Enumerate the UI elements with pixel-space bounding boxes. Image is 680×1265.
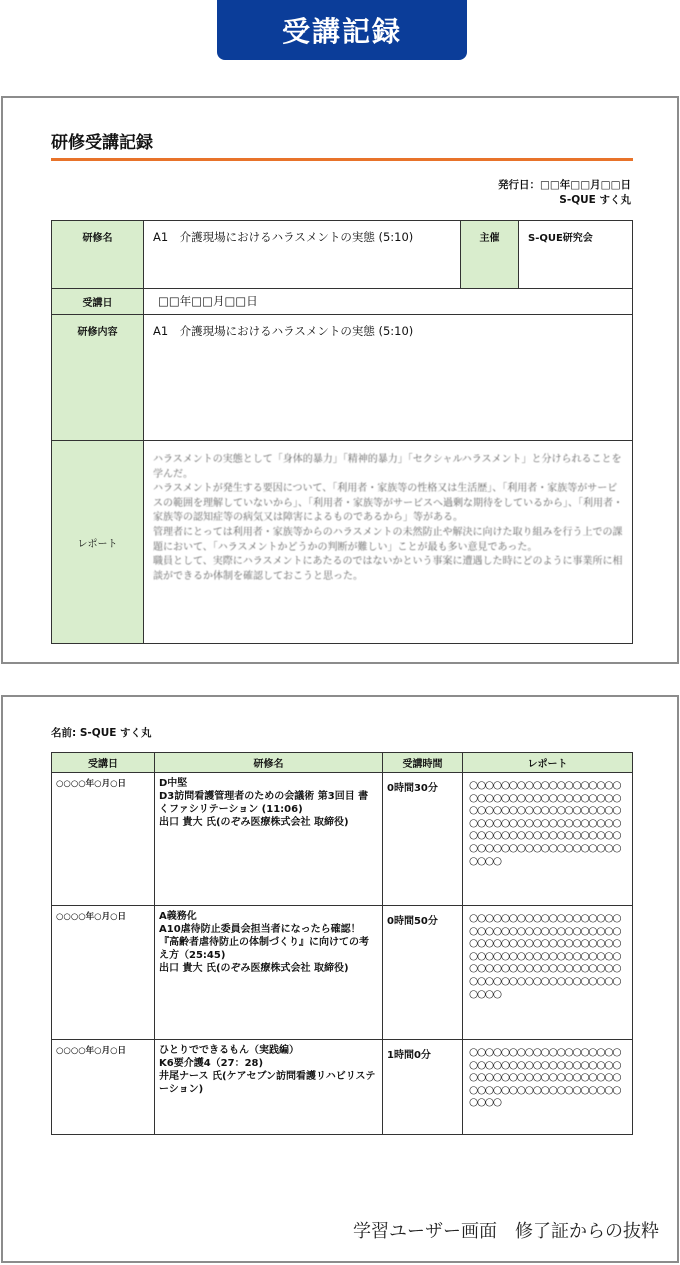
attendance-table — [51, 752, 633, 1135]
header-course: 研修名 — [155, 753, 383, 773]
report-paragraph: 職員として、実際にハラスメントにあたるのではないかという事案に遭遇した時にどのように事業所に相談ができるか体制を確認しておこうと思った。 — [153, 556, 623, 582]
report-paragraph: ハラスメントの実態として「身体的暴力」「精神的暴力」「セクシャルハラスメント」と分けられることを学んだ。 — [153, 454, 622, 480]
certificate-panel — [1, 96, 679, 664]
certificate-heading: 研修受講記録 — [51, 133, 153, 153]
issuer-name: S-QUE すく丸 — [559, 194, 631, 206]
record-table — [51, 220, 633, 644]
value-attendance-date: □□年□□月□□日 — [144, 289, 633, 315]
row-course — [155, 773, 383, 906]
value-content: A1 介護現場におけるハラスメントの実態 (5:10) — [144, 315, 633, 441]
issue-date: 発行日：□□年□□月□□日 — [497, 179, 631, 191]
attendance-list-panel — [1, 695, 679, 1263]
header-time: 受講時間 — [383, 753, 463, 773]
course-category: A義務化 — [159, 911, 197, 922]
course-title: A10虐待防止委員会担当者になったら確認！『高齢者虐待防止の体制づくり』に向けての考え方（25:45) — [159, 924, 369, 961]
row-course — [155, 906, 383, 1040]
table-row — [52, 1040, 633, 1135]
heading-divider — [51, 158, 633, 161]
value-course-name: A1 介護現場におけるハラスメントの実態 (5:10) — [144, 221, 461, 289]
course-lecturer: 出口 貴大 氏(のぞみ医療株式会社 取締役) — [159, 817, 349, 828]
course-category: ひとりでできるもん（実践編） — [159, 1045, 299, 1056]
course-title: K6要介護4（27：28) — [159, 1058, 264, 1069]
image-caption: 学習ユーザー画面 修了証からの抜粋 — [353, 1221, 659, 1242]
record-row-date — [52, 289, 633, 315]
learner-name: 名前: S-QUE すく丸 — [51, 727, 152, 739]
header-date: 受講日 — [52, 753, 155, 773]
report-paragraph: 管理者にとっては利用者・家族等からのハラスメントの未然防止や解決に向けた取り組みを行う上での課題において、「ハラスメントかどうかの判断が難しい」ことが最も多い意見であった。 — [153, 526, 623, 553]
label-report: レポート — [52, 441, 144, 644]
header-report: レポート — [463, 753, 633, 773]
record-row-report — [52, 441, 633, 644]
record-row-course — [52, 221, 633, 289]
report-body — [153, 449, 623, 584]
report-paragraph: ハラスメントが発生する要因について、「利用者・家族等の性格又は生活歴」、「利用者・家族等がサービスの範囲を理解していないから」、「利用者・家族等がサービスへ過剰な期待をしているから」、「利用者・家族等の認知症等の病気又は障害によるものであるから」等がある。 — [153, 483, 623, 524]
row-date: ○○○○年○月○日 — [52, 1040, 155, 1135]
row-time: 0時間50分 — [383, 906, 463, 1040]
value-organizer: S-QUE研究会 — [519, 221, 633, 289]
label-content: 研修内容 — [52, 315, 144, 441]
row-report: ○○○○○○○○○○○○○○○○○○○○○○○○○○○○○○○○○○○○○○○○○○○○○○○○○○○○○○○○○○○○○○○○○○○○○○○○○○○○○○○○○○○○○○○○○○○○○○○○○○○○○○○○○○○○○○○○○○○○○○ — [463, 906, 633, 1040]
course-title: D3訪問看護管理者のための会議術 第3回目 書くファシリテーション (11:06) — [159, 791, 369, 815]
label-course-name: 研修名 — [52, 221, 144, 289]
issue-info — [498, 178, 631, 208]
row-course — [155, 1040, 383, 1135]
row-time: 0時間30分 — [383, 773, 463, 906]
table-row — [52, 773, 633, 906]
course-lecturer: 出口 貴大 氏(のぞみ医療株式会社 取締役) — [159, 963, 349, 974]
page-title-badge — [217, 0, 467, 60]
row-date: ○○○○年○月○日 — [52, 906, 155, 1040]
course-lecturer: 井尾ナース 氏(ケアセブン訪問看護リハビリステーション) — [159, 1071, 376, 1095]
row-date: ○○○○年○月○日 — [52, 773, 155, 906]
label-organizer: 主催 — [461, 221, 519, 289]
table-header-row — [52, 753, 633, 773]
row-report: ○○○○○○○○○○○○○○○○○○○○○○○○○○○○○○○○○○○○○○○○○○○○○○○○○○○○○○○○○○○○○○○○○○○○○○○○○○○○○○○○ — [463, 1040, 633, 1135]
badge-title: 受講記録 — [281, 15, 402, 48]
row-report: ○○○○○○○○○○○○○○○○○○○○○○○○○○○○○○○○○○○○○○○○○○○○○○○○○○○○○○○○○○○○○○○○○○○○○○○○○○○○○○○○○○○○○○○○○○○○○○○○○○○○○○○○○○○○○○○○○○○○○○ — [463, 773, 633, 906]
table-row — [52, 906, 633, 1040]
row-time: 1時間0分 — [383, 1040, 463, 1135]
record-row-content — [52, 315, 633, 441]
label-attendance-date: 受講日 — [52, 289, 144, 315]
value-report — [144, 441, 633, 644]
course-category: D中堅 — [159, 778, 188, 789]
